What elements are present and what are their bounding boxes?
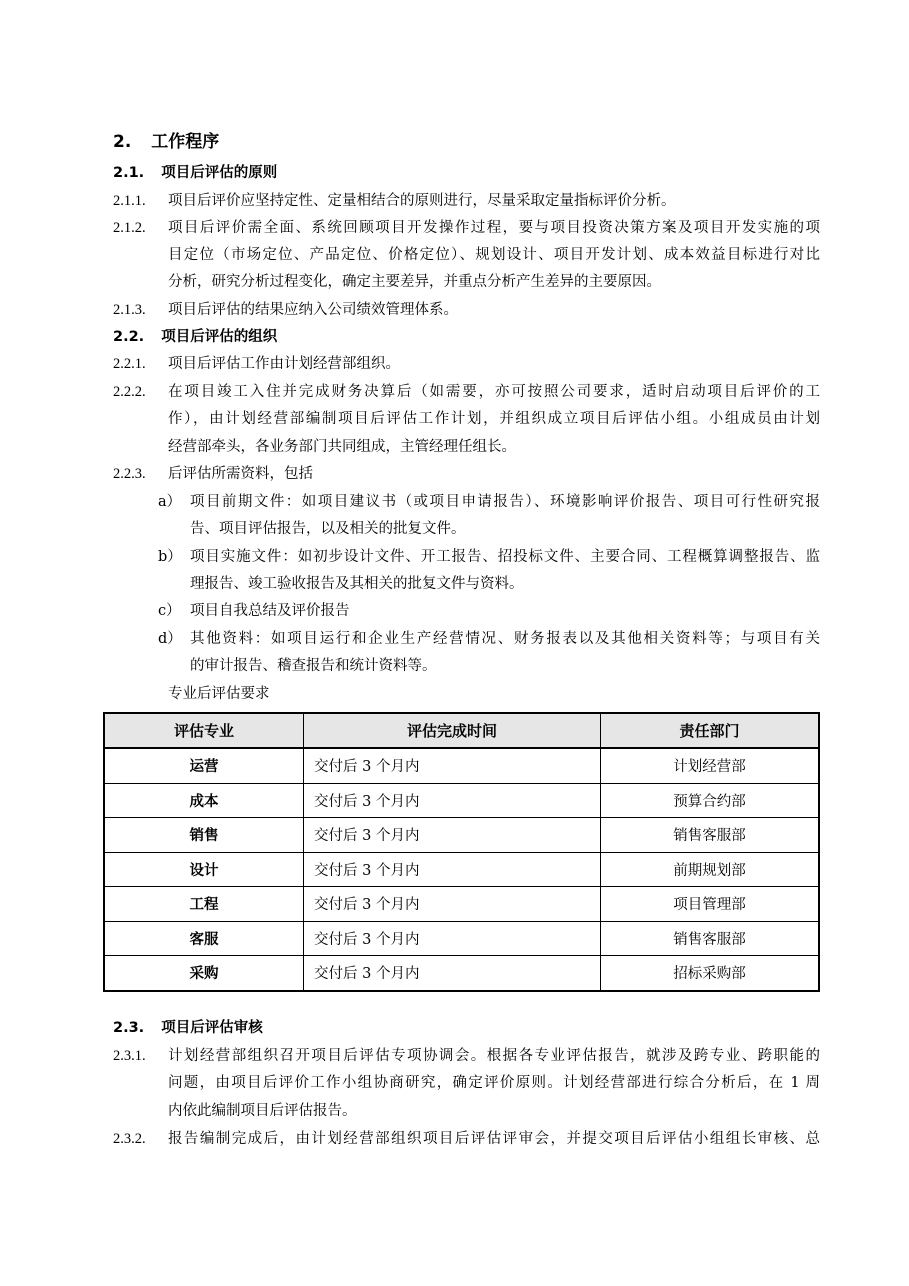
table-header-row xyxy=(104,713,819,748)
table-cell: 交付后 3 个月内 xyxy=(304,887,601,922)
table-cell: 采购 xyxy=(104,956,304,991)
list-item-line: 告、项目评估报告，以及相关的批复文件。 xyxy=(190,521,466,537)
evaluation-table xyxy=(103,712,820,992)
paragraph-line: 分析，研究分析过程变化，确定主要差异，并重点分析产生差异的主要原因。 xyxy=(168,274,661,290)
table-cell: 交付后 3 个月内 xyxy=(304,783,601,818)
table-row xyxy=(104,887,819,922)
table-cell: 销售 xyxy=(104,818,304,853)
paragraph-line: 报告编制完成后，由计划经营部组织项目后评估评审会，并提交项目后评估小组组长审核、总 xyxy=(168,1131,820,1147)
paragraph-line: 计划经营部组织召开项目后评估专项协调会。根据各专业评估报告，就涉及跨专业、跨职能的 xyxy=(168,1048,820,1064)
table-row xyxy=(104,748,819,783)
table-cell: 前期规划部 xyxy=(601,852,820,887)
column-header: 评估专业 xyxy=(104,713,304,748)
paragraph-line: 项目后评估的结果应纳入公司绩效管理体系。 xyxy=(168,302,458,318)
table-cell: 运营 xyxy=(104,748,304,783)
subsection-title: 项目后评估的组织 xyxy=(161,329,278,345)
table-cell: 客服 xyxy=(104,921,304,956)
section-number: 2. xyxy=(113,132,132,152)
table-row xyxy=(104,921,819,956)
paragraph-line: 内依此编制项目后评估报告。 xyxy=(168,1103,357,1119)
table-cell: 设计 xyxy=(104,852,304,887)
subsection-title: 项目后评估的原则 xyxy=(161,165,278,181)
list-marker: a） xyxy=(158,494,182,510)
list-item-line: 理报告、竣工验收报告及其相关的批复文件与资料。 xyxy=(190,576,524,592)
table-cell: 交付后 3 个月内 xyxy=(304,921,601,956)
item-number: 2.2.2. xyxy=(113,384,146,400)
subsection-number: 2.2. xyxy=(113,329,145,345)
section-title: 工作程序 xyxy=(151,132,220,152)
list-item-line: 项目实施文件：如初步设计文件、开工报告、招投标文件、主要合同、工程概算调整报告、监 xyxy=(190,549,820,565)
table-cell: 交付后 3 个月内 xyxy=(304,818,601,853)
table-row xyxy=(104,818,819,853)
subsection-heading-2-2 xyxy=(113,327,277,347)
table-row xyxy=(104,956,819,991)
table-cell: 计划经营部 xyxy=(601,748,820,783)
item-number: 2.1.1. xyxy=(113,193,146,209)
paragraph-line: 项目后评价应坚持定性、定量相结合的原则进行，尽量采取定量指标评价分析。 xyxy=(168,193,676,209)
table-cell: 招标采购部 xyxy=(601,956,820,991)
subsection-heading-2-1 xyxy=(113,163,277,183)
paragraph-line: 项目后评价需全面、系统回顾项目开发操作过程，要与项目投资决策方案及项目开发实施的项 xyxy=(168,220,820,236)
list-marker: d） xyxy=(158,631,182,647)
table-cell: 预算合约部 xyxy=(601,783,820,818)
table-cell: 交付后 3 个月内 xyxy=(304,852,601,887)
table-row xyxy=(104,783,819,818)
table-cell: 工程 xyxy=(104,887,304,922)
table-cell: 交付后 3 个月内 xyxy=(304,956,601,991)
list-item-line: 的审计报告、稽查报告和统计资料等。 xyxy=(190,658,437,674)
paragraph-line: 经营部牵头，各业务部门共同组成，主管经理任组长。 xyxy=(168,439,516,455)
list-marker: b） xyxy=(158,549,182,565)
subsection-heading-2-3 xyxy=(113,1018,263,1038)
table-cell: 销售客服部 xyxy=(601,921,820,956)
item-number: 2.2.3. xyxy=(113,466,146,482)
table-cell: 交付后 3 个月内 xyxy=(304,748,601,783)
paragraph-line: 在项目竣工入住并完成财务决算后（如需要，亦可按照公司要求，适时启动项目后评价的工 xyxy=(168,384,820,400)
column-header: 责任部门 xyxy=(601,713,820,748)
table-caption: 专业后评估要求 xyxy=(168,686,270,702)
list-item-line: 项目前期文件：如项目建议书（或项目申请报告）、环境影响评价报告、项目可行性研究报 xyxy=(190,494,820,510)
paragraph-line: 后评估所需资料，包括 xyxy=(168,466,313,482)
item-number: 2.2.1. xyxy=(113,356,146,372)
item-number: 2.1.2. xyxy=(113,220,146,236)
item-number: 2.3.1. xyxy=(113,1048,146,1064)
table-row xyxy=(104,852,819,887)
subsection-number: 2.3. xyxy=(113,1020,145,1036)
list-marker: c） xyxy=(158,603,181,619)
table-cell: 成本 xyxy=(104,783,304,818)
list-item-line: 项目自我总结及评价报告 xyxy=(190,603,350,619)
item-number: 2.3.2. xyxy=(113,1131,146,1147)
subsection-number: 2.1. xyxy=(113,165,145,181)
section-heading xyxy=(113,132,219,152)
paragraph-line: 项目后评估工作由计划经营部组织。 xyxy=(168,356,400,372)
list-item-line: 其他资料：如项目运行和企业生产经营情况、财务报表以及其他相关资料等；与项目有关 xyxy=(190,631,820,647)
subsection-title: 项目后评估审核 xyxy=(161,1020,263,1036)
table-cell: 项目管理部 xyxy=(601,887,820,922)
column-header: 评估完成时间 xyxy=(304,713,601,748)
paragraph-line: 目定位（市场定位、产品定位、价格定位）、规划设计、项目开发计划、成本效益目标进行对比 xyxy=(168,247,820,263)
paragraph-line: 作），由计划经营部编制项目后评估工作计划，并组织成立项目后评估小组。小组成员由计划 xyxy=(168,411,820,427)
table-cell: 销售客服部 xyxy=(601,818,820,853)
paragraph-line: 问题，由项目后评价工作小组协商研究，确定评价原则。计划经营部进行综合分析后，在 1 周 xyxy=(168,1075,820,1091)
item-number: 2.1.3. xyxy=(113,302,146,318)
